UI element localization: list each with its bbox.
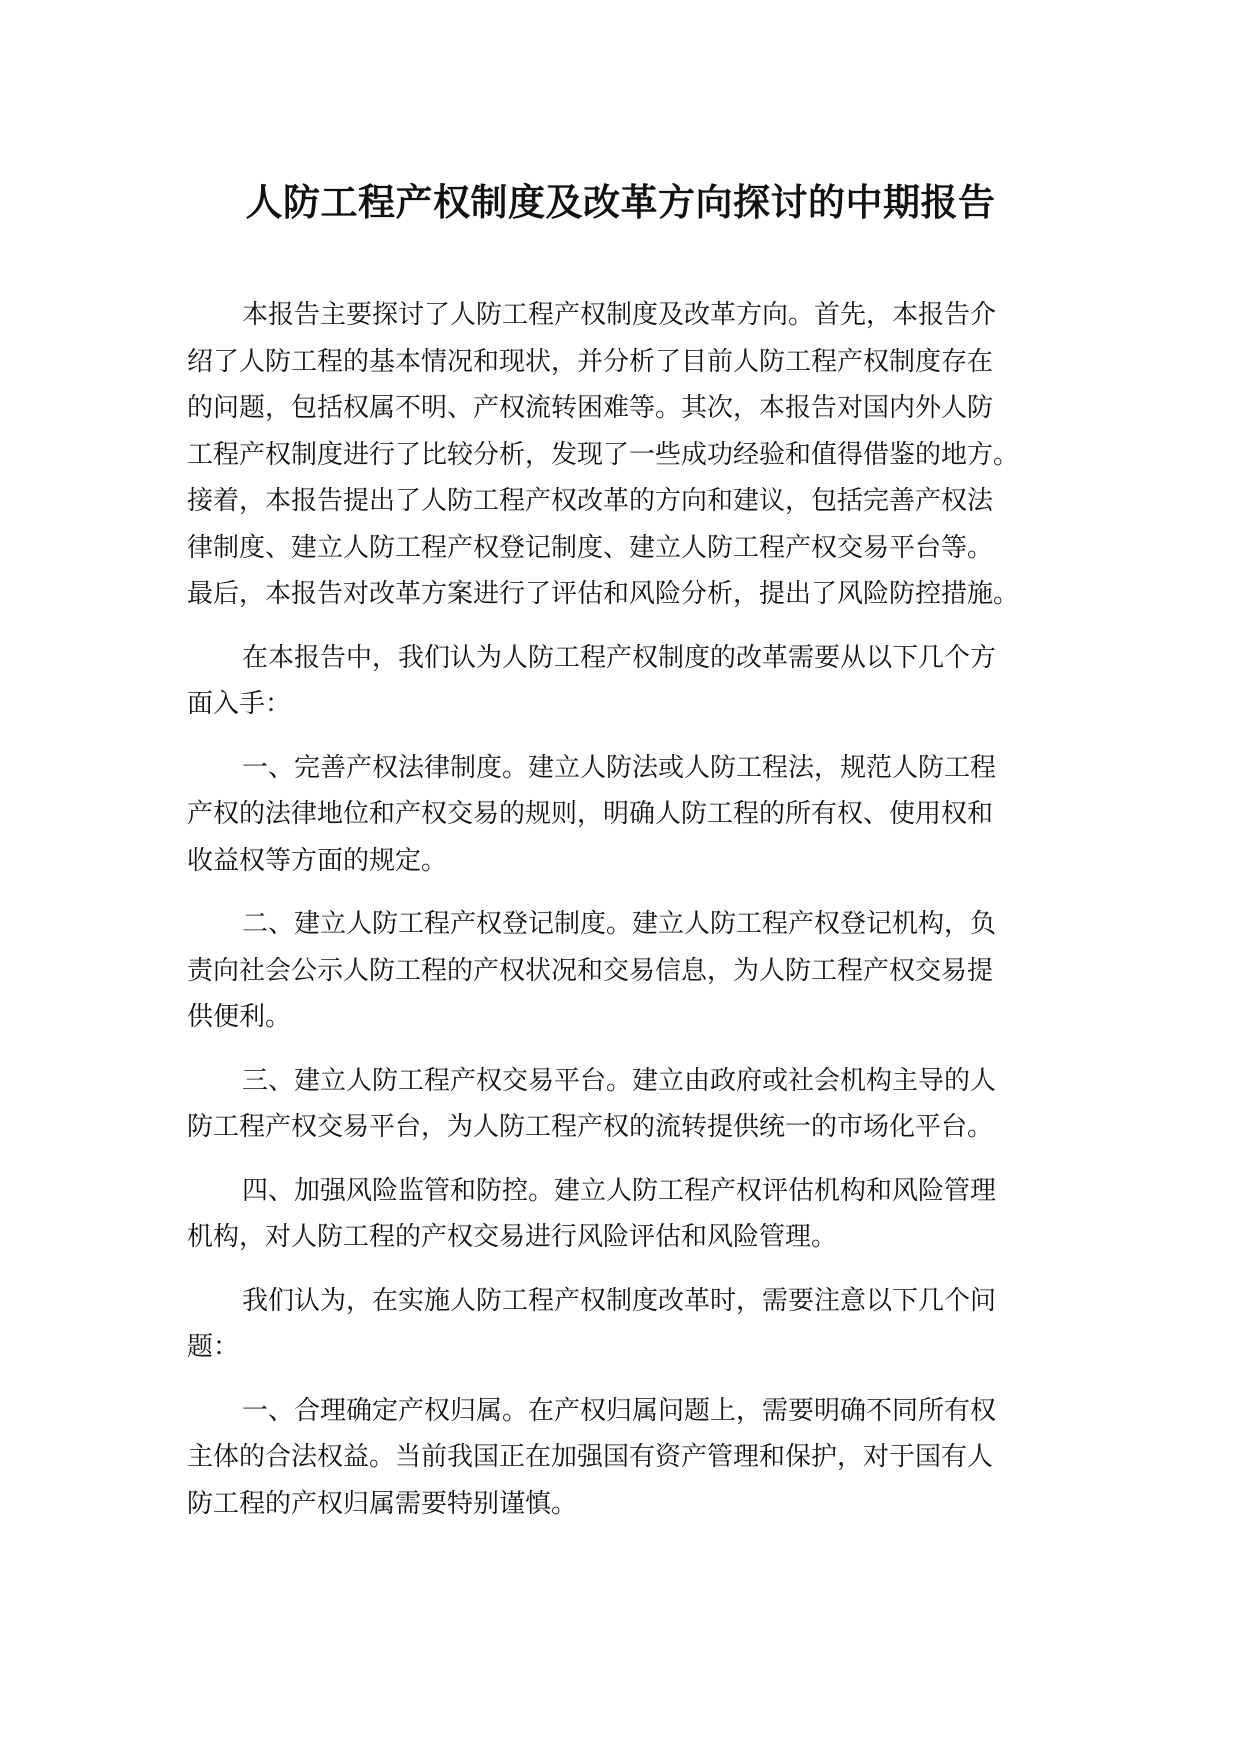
paragraph-line: 的问题，包括权属不明、产权流转困难等。其次，本报告对国内外人防 [187,393,994,423]
paragraph-line: 最后，本报告对改革方案进行了评估和风险分析，提出了风险防控措施。 [187,579,1020,609]
paragraph-line: 面入手： [187,689,292,719]
paragraph-line: 机构，对人防工程的产权交易进行风险评估和风险管理。 [187,1222,838,1252]
paragraph-line: 律制度、建立人防工程产权登记制度、建立人防工程产权交易平台等。 [187,532,994,563]
paragraph-line: 我们认为，在实施人防工程产权制度改革时，需要注意以下几个问 [242,1285,997,1316]
paragraph [187,1278,1067,1371]
paragraph-line: 产权的法律地位和产权交易的规则，明确人防工程的所有权、使用权和 [187,799,994,829]
paragraph-line: 工程产权制度进行了比较分析，发现了一些成功经验和值得借鉴的地方。 [187,439,1020,470]
paragraph [187,1388,1067,1528]
paragraph-line: 供便利。 [187,1002,292,1032]
paragraph-line: 三、建立人防工程产权交易平台。建立由政府或社会机构主导的人 [242,1065,997,1096]
paragraph-line: 题： [187,1332,240,1362]
document-title: 人防工程产权制度及改革方向探讨的中期报告 [245,181,996,224]
paragraph-line: 本报告主要探讨了人防工程产权制度及改革方向。首先，本报告介 [242,300,997,330]
paragraph [187,1058,1067,1151]
paragraph-line: 在本报告中，我们认为人防工程产权制度的改革需要从以下几个方 [242,642,997,673]
paragraph-line: 防工程产权交易平台，为人防工程产权的流转提供统一的市场化平台。 [187,1112,994,1142]
paragraph-line: 责向社会公示人防工程的产权状况和交易信息，为人防工程产权交易提 [187,955,994,986]
paragraph-line: 接着，本报告提出了人防工程产权改革的方向和建议，包括完善产权法 [187,486,994,516]
paragraph-line: 主体的合法权益。当前我国正在加强国有资产管理和保护，对于国有人 [187,1442,994,1472]
paragraph-line: 防工程的产权归属需要特别谨慎。 [187,1488,578,1519]
paragraph [187,901,1067,1041]
paragraph [187,292,1067,618]
paragraph-line: 绍了人防工程的基本情况和现状，并分析了目前人防工程产权制度存在 [187,346,994,377]
paragraph [187,1168,1067,1261]
paragraph-line: 一、完善产权法律制度。建立人防法或人防工程法，规范人防工程 [242,752,997,783]
paragraph-line: 四、加强风险监管和防控。建立人防工程产权评估机构和风险管理 [242,1175,997,1206]
document-body [187,292,1067,1544]
paragraph-line: 一、合理确定产权归属。在产权归属问题上，需要明确不同所有权 [242,1395,997,1426]
paragraph-line: 收益权等方面的规定。 [187,845,448,876]
paragraph-line: 二、建立人防工程产权登记制度。建立人防工程产权登记机构，负 [242,909,997,939]
paragraph [187,635,1067,728]
paragraph [187,745,1067,885]
